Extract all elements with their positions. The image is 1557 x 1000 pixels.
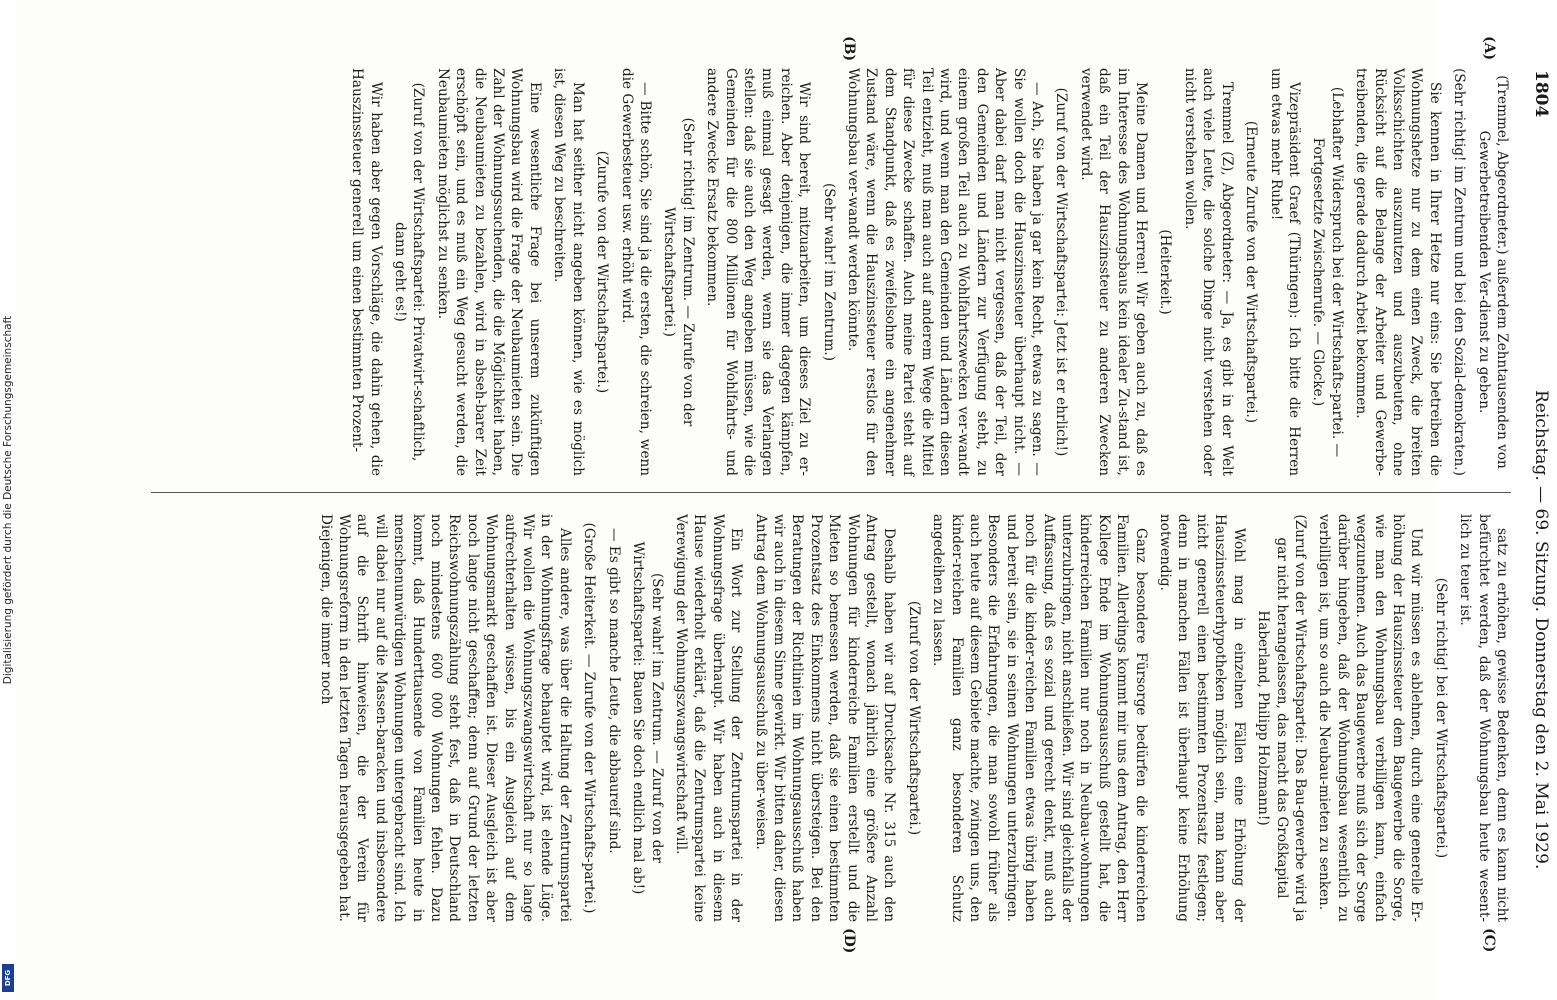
page-header [1517,60,1557,940]
paragraph: (Große Heiterkeit. — Zurufe von der Wirtschafts-partei.) [581,522,598,914]
paragraph: — Es gibt so manche Leute, die abbaureif sind. [605,528,622,854]
paragraph: Wir haben aber gegen Vorschläge, die dahin gehen, die Hauszinssteuer generell um einen bestimmten Prozent- [349,68,384,476]
paragraph: Man hat seither nicht angeben können, wie es möglich ist, diesen Weg zu beschreiten. [551,68,586,476]
paragraph: (Tremmel, Abgeordneter.) außerdem Zehntausenden von Gewerbetreibenden Ver-dienst zu geben. [1475,75,1510,469]
paragraph: (Zurufe von der Wirtschaftspartei.) [594,150,611,394]
margin-mark-d: (D) [841,928,857,954]
paragraph: (Sehr richtig! im Zentrum. — Zurufe von der Wirtschaftspartei.) [661,117,696,427]
margin-mark-b: (B) [841,36,857,62]
paragraph: (Sehr wahr! im Zentrum. — Zuruf von der Wirtschaftspartei: Bauen Sie doch endlich mal ab!) [630,541,665,895]
column-divider [151,492,1511,493]
paragraph: Alles andere, was über die Haltung der Zentrumspartei in der Wohnungsfrage behauptet wird, ist elende Lüge. Wir wollen die Wohnungszwangswirtschaft nur so lange aufrechterhalten wissen, bis ein Ausgleich auf dem Wohnungsmarkt geschaffen ist. Dieser Ausgleich ist aber noch lange nicht geschaffen; denn auf Grund der letzten Reichswohnungszählung steht fest, daß in Deutschland noch mindestens 600 000 Wohnungen fehlen. Dazu kommt, daß Hunderttausende von Familien heute in menschenunwürdigen Wohnungen untergebracht sind. Ich will dabei nur auf die Massen-baracken und insbesondere auf die Schrift hinweisen, die der Verein für Wohnungsreform in den letzten Tagen herausgegeben hat. Diejenigen, die immer noch [317,514,573,922]
paragraph: Deshalb haben wir auf Drucksache Nr. 315 auch den Antrag gestellt, wonach jährlich eine größere Anzahl Wohnungen für kinderreiche Familien erstellt und die Mieten so bemessen werden, daß sie einen bestimmten Prozentsatz des Einkommens nicht übersteigen. Bei den Beratungen der Richtlinien im Wohnungsausschuß haben wir auch in diesem Sinne gewirkt. Wir bitten daher, diesen Antrag dem Wohnungsausschuß zu über-weisen. [752,514,898,922]
paragraph: (Zuruf von der Wirtschaftspartei: Privatwirt-schaftlich, dann geht es!) [392,82,427,462]
paragraph: (Sehr richtig! bei der Wirtschaftspartei.) [1432,577,1449,859]
page-number: 1804 [1531,70,1551,118]
margin-mark-a: (A) [1481,36,1497,61]
paragraph: Eine wesentliche Frage bei unserem zukünftigen Wohnungsbau wird die Frage der Neubaumieten sein. Die Zahl der Wohnungssuchenden, die die Möglichkeit haben, die Neubaumieten zu bezahlen, wird in abseh-barer Zeit erschöpft sein, und es muß ein Weg gesucht werden, die Neubaumieten möglichst zu senken. [434,68,543,476]
dfg-logo-text: DFG [4,969,12,987]
paragraph: — Ach, Sie haben ja gar kein Recht, etwas zu sagen. — Sie wollen doch die Hauszinssteuer überhaupt nicht. — Aber dabei darf man nicht vergessen, daß der Teil, der den Gemeinden und Ländern zur Verfügung steht, zu einem großen Teil auch zu Wohlfahrtszwecken ver-wandt wird, und wenn man den Gemeinden und Ländern diesen Teil entzieht, muß man auch auf anderem Wege die Mittel für diese Zwecke schaffen. Auch meine Partei steht auf dem Standpunkt, daß es zweifelsohne ein angenehmer Zustand wäre, wenn die Hauszinssteuer restlos für den Wohnungsbau ver-wandt werden könnte. [845,68,1046,476]
running-title: Reichstag. — 69. Sitzung. Donnerstag den 2. Mai 1929. [1531,390,1551,870]
paragraph: (Sehr wahr! im Zentrum.) [820,182,837,362]
paragraph: (Zuruf von der Wirtschaftspartei: Das Bau-gewerbe wird ja gar nicht herangelassen, das macht das Großkapital Haberland, Philipp Holzmann!) [1255,514,1308,922]
paragraph: Vizepräsident Graef (Thüringen): Ich bitte die Herren um etwas mehr Ruhe! [1267,68,1302,476]
paragraph: (Heiterkeit.) [1157,229,1174,315]
paragraph: (Zuruf von der Wirtschaftspartei.) [905,600,922,836]
dfg-logo [2,964,14,992]
right-column [310,514,1511,922]
paragraph: — Bitte schön, Sie sind ja die ersten, die schreien, wenn die Gewerbesteuer usw. erhöht wird. [618,68,653,476]
paragraph: Wohl mag in einzelnen Fällen eine Erhöhung der Hauszinssteuerhypotheken möglich sein, man kann aber nicht generell einen bestimmten Prozentsatz festlegen; denn in manchen Fällen ist überhaupt keine Erhöhung notwendig. [1157,514,1247,922]
left-column [342,68,1511,476]
paragraph: satz zu erhöhen, gewisse Bedenken, denn es kann nicht befürchtet werden, daß der Wohnungsbau heute wesent-lich zu teuer ist. [1457,514,1510,922]
paragraph: (Lebhafter Widerspruch bei der Wirtschafts-partei. — Fortgesetzte Zwischenrufe. — Glocke.) [1310,86,1345,458]
paragraph: (Erneute Zurufe von der Wirtschaftspartei.) [1243,120,1260,424]
paragraph: (Sehr richtig! im Zentrum und bei den Sozial-demokraten.) [1451,68,1468,476]
paragraph: Ganz besondere Fürsorge bedürfen die kinderreichen Familien. Allerdings kommt mir uns dem Antrag, den Herr Kollege Ende im Wohnungsausschuß gestellt hat, die kinderreichen Familien nur noch in Neubau-wohnungen unterzubringen, nicht anschließen. Wir sind gleichfalls der Auffassung, daß es sozial und gerecht denkt, muß auch noch für die kinder-reichen Familien etwas übrig haben und bereit sein, sie in seinen Wohnungen unterzubringen. Besonders die Erfahrungen, die man sowohl früher als auch heute auf diesem Gebiete machte, zwingen uns, den kinder-reichen Familien ganz besonderen Schutz angedeihen zu lassen. [930,514,1149,922]
paragraph: Sie kennen in Ihrer Hetze nur eins: Sie betreiben die Wohnungshetze nur zu dem einen Zweck, die breiten Volksschichten auszunutzen und auszubeuten, ohne Rücksicht auf die Belange der Arbeiter und Gewerbe-treibenden, die gerade dadurch Arbeit bekommen. [1353,68,1443,476]
digitization-credit-bar [0,0,16,1000]
digitization-credit-text: Digitalisierung gefördert durch die Deutsche Forschungsgemeinschaft [2,315,14,685]
paragraph: Ein Wort zur Stellung der Zentrumspartei in der Wohnungsfrage überhaupt. Wir haben auch in diesem Hause wiederholt erklärt, daß die Zentrumspartei keine Verewigung der Wohnungszwangswirtschaft will. [672,514,745,922]
paragraph: Und wir müssen es ablehnen, durch eine generelle Er-höhung der Hauszinssteuer dem Baugewerbe die Sorge, wie man den Wohnungsbau verbilligen kann, einfach wegzunehmen. Auch das Baugewerbe muß sich der Sorge darüber hingeben, daß der Wohnungsbau wesentlich zu verbilligen ist, um so auch die Neubau-mieten zu senken. [1316,514,1425,922]
rotated-page-area [137,36,1557,954]
newspaper-page [137,36,1557,954]
paragraph: (Zuruf von der Wirtschaftspartei: Jetzt ist er ehrlich!) [1053,87,1070,457]
paragraph: Tremmel (Z), Abgeordneter: — Ja, es gibt in der Welt auch viele Leute, die solche Dinge nicht verstehen oder nicht verstehen wollen. [1181,68,1235,476]
margin-mark-c: (C) [1481,928,1497,953]
paragraph: Wir sind bereit, mitzuarbeiten, um dieses Ziel zu er-reichen. Aber denjenigen, die immer dagegen kämpfen, muß einmal gesagt werden, wenn sie das Verlangen stellen: daß sie auch den Weg angeben müssen, wie die Gemeinden für die 800 Millionen für Wohlfahrts- und andere Zwecke Ersatz bekommen. [704,68,813,476]
paragraph: Meine Damen und Herren! Wir geben auch zu, daß es im Interesse des Wohnungsbaus kein idealer Zu-stand ist, daß ein Teil der Hauszinssteuer zu anderen Zwecken verwendet wird. [1077,68,1150,476]
